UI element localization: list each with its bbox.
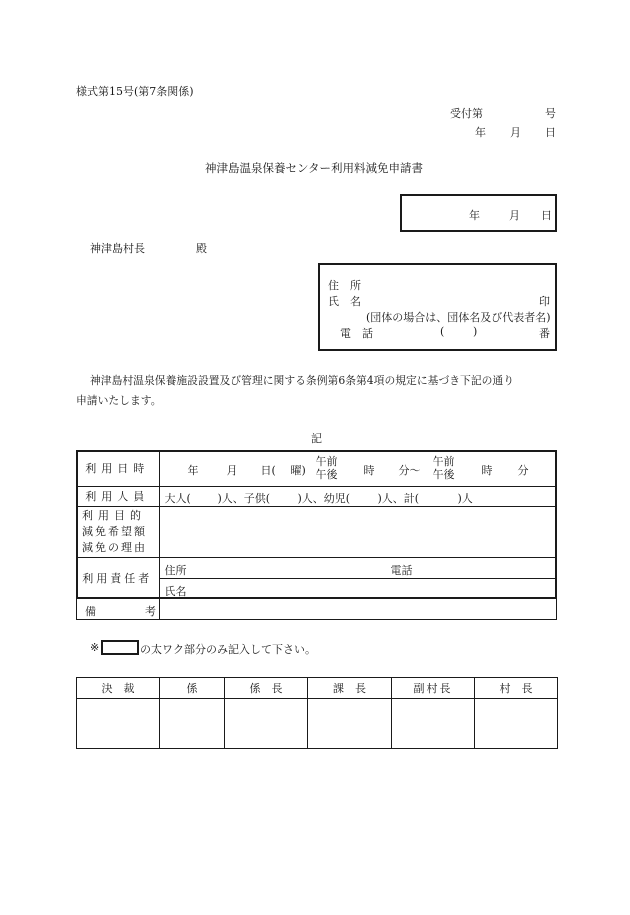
approval-cell-fukusoncho[interactable] — [392, 699, 475, 749]
applicant-group-note: (団体の場合は、団体名及び代表者名) — [366, 311, 551, 324]
note-text: の太ワク部分のみ記入して下さい。 — [140, 643, 316, 656]
receipt-year: 年 — [475, 126, 486, 139]
addressee-name: 神津島村長 — [90, 242, 145, 255]
dt-hour2: 時 — [481, 464, 493, 477]
body-text-line2: 申請いたします。 — [76, 394, 162, 407]
dt-day: 日( — [260, 464, 276, 477]
label-purpose-1: 利用目的 — [82, 508, 146, 522]
receipt-day: 日 — [545, 126, 556, 139]
date-year: 年 — [469, 209, 480, 222]
label-purpose-2: 減免希望額 — [82, 524, 147, 538]
dt-year: 年 — [187, 464, 199, 477]
approval-cell-soncho[interactable] — [475, 699, 558, 749]
field-people[interactable] — [159, 486, 557, 506]
receipt-month: 月 — [510, 126, 521, 139]
dt-weekday: 曜) — [290, 464, 306, 477]
dt-pm2: 午後 — [432, 468, 455, 481]
responsible-address-label: 住所 — [164, 563, 187, 577]
body-text-line1: 神津島村温泉保養施設設置及び管理に関する条例第6条第4項の規定に基づき下記の通り — [90, 374, 515, 387]
label-remarks-1: 備 — [85, 605, 96, 618]
row-purpose — [76, 506, 557, 557]
date-day: 日 — [541, 209, 552, 222]
approval-header-kessai: 決 裁 — [77, 678, 160, 699]
field-responsible-name[interactable] — [159, 578, 557, 599]
approval-cell-kacho[interactable] — [308, 699, 392, 749]
seal-mark: 印 — [539, 295, 550, 308]
approval-header-soncho: 村 長 — [475, 678, 558, 699]
date-box[interactable] — [400, 194, 557, 232]
approval-header-kakaricho: 係 長 — [225, 678, 308, 699]
row-datetime — [76, 450, 557, 486]
people-total-end: )人 — [457, 491, 473, 505]
date-month: 月 — [509, 209, 520, 222]
field-datetime[interactable] — [159, 450, 557, 486]
applicant-name-label: 氏 名 — [328, 295, 361, 308]
applicant-address-label: 住 所 — [328, 279, 361, 292]
approval-cell-kakaricho[interactable] — [225, 699, 308, 749]
addressee-honorific: 殿 — [196, 242, 207, 255]
people-infants-end: )人、計( — [377, 491, 420, 505]
approval-cell-kakari[interactable] — [160, 699, 225, 749]
phone-suffix: 番 — [539, 327, 550, 340]
phone-paren-open: ( — [440, 325, 445, 338]
applicant-phone-label: 電 話 — [340, 327, 373, 340]
approval-header-row — [77, 678, 558, 699]
dt-pm1: 午後 — [315, 468, 338, 481]
label-purpose — [76, 506, 159, 557]
people-adults: 大人( — [164, 491, 191, 505]
label-purpose-3: 減免の理由 — [82, 540, 147, 554]
receipt-prefix: 受付第 — [450, 107, 483, 120]
field-purpose[interactable] — [159, 506, 557, 557]
dt-min2: 分 — [517, 464, 529, 477]
applicant-box[interactable] — [318, 263, 557, 351]
label-remarks-2: 考 — [145, 605, 156, 618]
row-remarks — [76, 599, 557, 620]
field-remarks[interactable] — [160, 599, 556, 619]
people-adults-end: )人、子供( — [217, 491, 271, 505]
application-table — [76, 450, 557, 620]
approval-table — [76, 677, 558, 749]
page-title: 神津島温泉保養センター利用料減免申請書 — [205, 161, 424, 175]
people-children-end: )人、幼児( — [297, 491, 351, 505]
responsible-name-label: 氏名 — [164, 584, 187, 598]
ki-heading: 記 — [311, 432, 322, 445]
form-number: 様式第15号(第7条関係) — [76, 85, 194, 98]
label-remarks — [77, 599, 160, 619]
approval-header-kacho: 課 長 — [308, 678, 392, 699]
phone-paren-close: ) — [473, 325, 478, 338]
responsible-phone-label: 電話 — [390, 563, 413, 577]
dt-am2: 午前 — [432, 455, 455, 468]
row-responsible-a — [76, 557, 557, 578]
label-datetime: 利用日時 — [76, 450, 159, 486]
label-people: 利用人員 — [76, 486, 159, 506]
approval-header-fukusoncho: 副村長 — [392, 678, 475, 699]
note-sample-box — [101, 640, 139, 655]
dt-am1: 午前 — [315, 455, 338, 468]
approval-cell-kessai[interactable] — [77, 699, 160, 749]
approval-header-kakari: 係 — [160, 678, 225, 699]
note-mark: ※ — [90, 641, 100, 654]
row-people — [76, 486, 557, 506]
approval-seal-row — [77, 699, 558, 749]
dt-min1: 分〜 — [398, 464, 421, 477]
dt-hour1: 時 — [363, 464, 375, 477]
label-responsible: 利用責任者 — [76, 557, 159, 599]
receipt-suffix: 号 — [545, 107, 556, 120]
field-responsible-address[interactable] — [159, 557, 557, 578]
dt-month: 月 — [226, 464, 238, 477]
